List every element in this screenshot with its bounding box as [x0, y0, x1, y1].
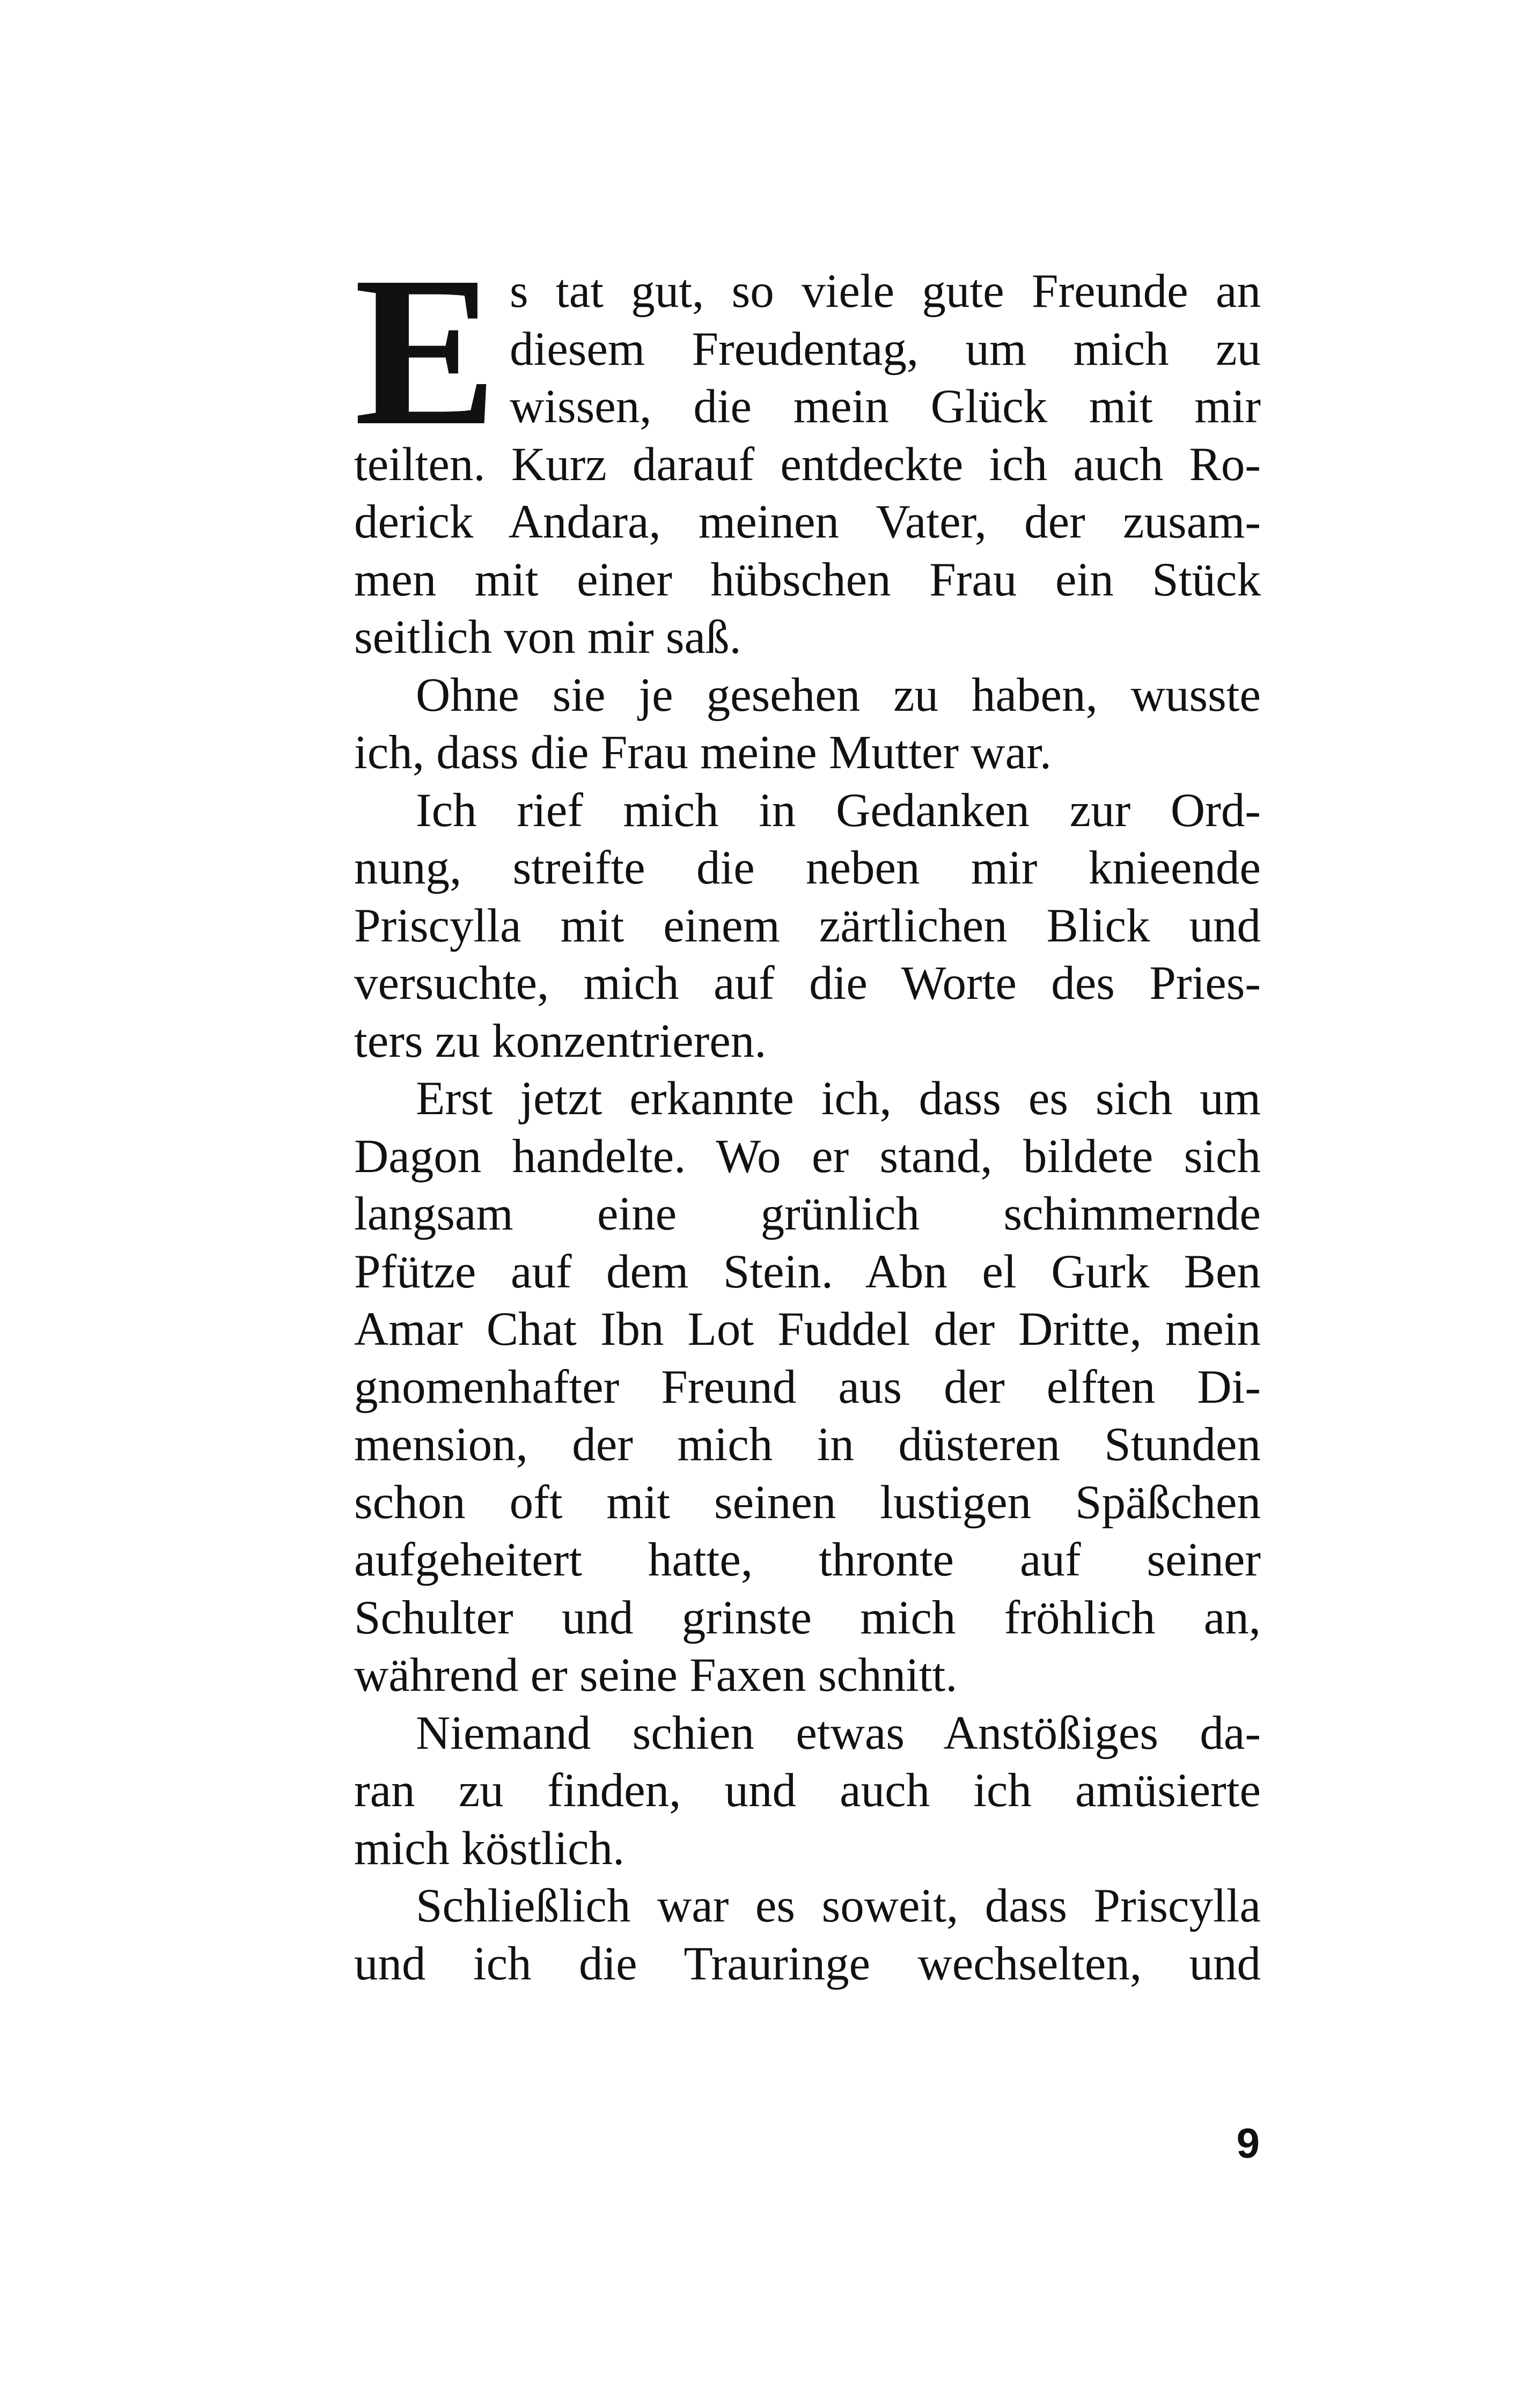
text-line: Ich rief mich in Gedanken zur Ord- — [416, 784, 1261, 837]
drop-cap-initial: E — [354, 232, 497, 470]
text-line: Schulter und grinste mich fröhlich an, — [354, 1591, 1261, 1644]
text-line: Erst jetzt erkannte ich, dass es sich um — [416, 1072, 1261, 1125]
text-line: versuchte, mich auf die Worte des Pries- — [354, 957, 1261, 1010]
text-line: men mit einer hübschen Frau ein Stück — [354, 553, 1261, 606]
text-line: Amar Chat Ibn Lot Fuddel der Dritte, mein — [354, 1303, 1261, 1356]
text-line: nung, streifte die neben mir knieende — [354, 842, 1261, 894]
text-line: schon oft mit seinen lustigen Späßchen — [354, 1476, 1261, 1529]
text-line: derick Andara, meinen Vater, der zusam- — [354, 496, 1261, 548]
text-line: mension, der mich in düsteren Stunden — [354, 1418, 1261, 1471]
page-number: 9 — [1236, 2119, 1260, 2167]
text-line: Niemand schien etwas Anstößiges da- — [416, 1706, 1261, 1759]
text-line: gnomenhafter Freund aus der elften Di- — [354, 1360, 1261, 1413]
text-line: diesem Freudentag, um mich zu — [510, 322, 1261, 375]
text-line: s tat gut, so viele gute Freunde an — [510, 265, 1261, 318]
text-line: ran zu finden, und auch ich amüsierte — [354, 1764, 1261, 1817]
text-line: teilten. Kurz darauf entdeckte ich auch Ro- — [354, 438, 1261, 491]
text-line: und ich die Trauringe wechselten, und — [354, 1937, 1261, 1990]
text-line: Ohne sie je gesehen zu haben, wusste — [416, 668, 1261, 721]
text-line: ters zu konzentrieren. — [354, 1014, 767, 1067]
body-text — [354, 232, 1261, 1993]
text-line: langsam eine grünlich schimmernde — [354, 1188, 1261, 1240]
text-line: Schließlich war es soweit, dass Priscylla — [416, 1880, 1261, 1932]
text-line: Dagon handelte. Wo er stand, bildete sich — [354, 1130, 1261, 1183]
text-line: seitlich von mir saß. — [354, 611, 741, 664]
text-line: Priscylla mit einem zärtlichen Blick und — [354, 899, 1261, 952]
text-line: ich, dass die Frau meine Mutter war. — [354, 726, 1052, 779]
text-line: wissen, die mein Glück mit mir — [510, 380, 1261, 433]
text-line: während er seine Faxen schnitt. — [354, 1649, 958, 1702]
text-line: aufgeheitert hatte, thronte auf seiner — [354, 1534, 1261, 1586]
text-line: mich köstlich. — [354, 1822, 625, 1875]
text-line: Pfütze auf dem Stein. Abn el Gurk Ben — [354, 1245, 1261, 1298]
